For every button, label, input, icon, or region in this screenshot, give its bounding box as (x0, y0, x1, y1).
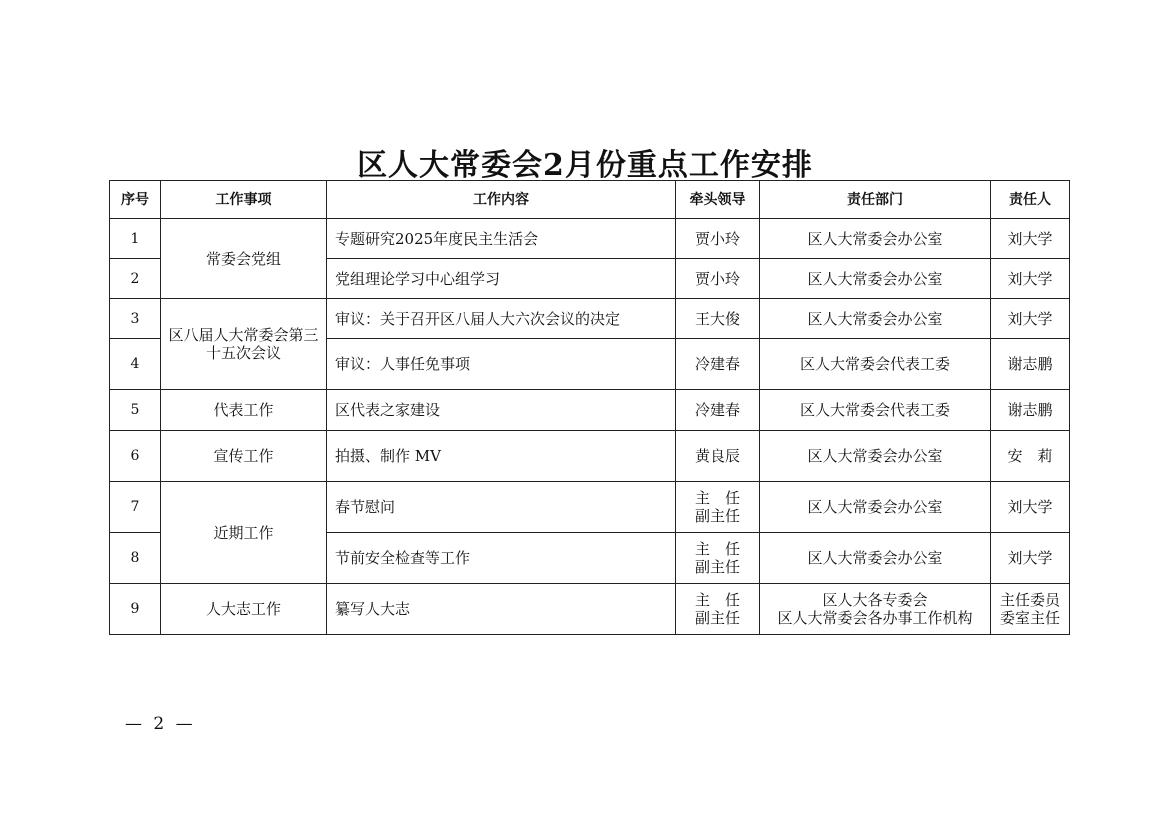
table-row (110, 482, 1070, 533)
document-title: 区人大常委会2月份重点工作安排 (357, 148, 813, 183)
row-content: 专题研究2025年度民主生活会 (327, 219, 676, 259)
row-leader: 贾小玲 (676, 259, 760, 299)
table-row (110, 584, 1070, 635)
row-leader: 主 任 副主任 (676, 482, 760, 533)
header-leader: 牵头领导 (676, 181, 760, 219)
header-person: 责任人 (991, 181, 1070, 219)
row-leader: 贾小玲 (676, 219, 760, 259)
row-dept: 区人大常委会办公室 (760, 431, 991, 482)
row-no: 1 (110, 219, 161, 259)
table-row (110, 390, 1070, 431)
row-content: 区代表之家建设 (327, 390, 676, 431)
row-content: 春节慰问 (327, 482, 676, 533)
row-no: 7 (110, 482, 161, 533)
row-content: 拍摄、制作 MV (327, 431, 676, 482)
row-no: 8 (110, 533, 161, 584)
row-no: 5 (110, 390, 161, 431)
header-dept: 责任部门 (760, 181, 991, 219)
row-no: 6 (110, 431, 161, 482)
row-no: 3 (110, 299, 161, 339)
row-dept: 区人大常委会代表工委 (760, 339, 991, 390)
table-row (110, 431, 1070, 482)
row-leader: 主 任 副主任 (676, 584, 760, 635)
group-cell: 人大志工作 (161, 584, 327, 635)
group-cell: 宣传工作 (161, 431, 327, 482)
row-person: 刘大学 (991, 533, 1070, 584)
header-no: 序号 (110, 181, 161, 219)
row-person: 刘大学 (991, 259, 1070, 299)
row-content: 纂写人大志 (327, 584, 676, 635)
row-content: 节前安全检查等工作 (327, 533, 676, 584)
row-content: 审议：关于召开区八届人大六次会议的决定 (327, 299, 676, 339)
row-person: 谢志鹏 (991, 390, 1070, 431)
row-dept: 区人大常委会办公室 (760, 259, 991, 299)
page-number: — 2 — (125, 714, 196, 734)
row-leader: 冷建春 (676, 390, 760, 431)
header-content: 工作内容 (327, 181, 676, 219)
table-row (110, 299, 1070, 339)
group-cell: 常委会党组 (161, 219, 327, 299)
row-leader: 黄良辰 (676, 431, 760, 482)
table-row (110, 219, 1070, 259)
row-person: 谢志鹏 (991, 339, 1070, 390)
row-no: 9 (110, 584, 161, 635)
row-dept: 区人大常委会办公室 (760, 299, 991, 339)
row-leader: 冷建春 (676, 339, 760, 390)
table-header-row (110, 181, 1070, 219)
group-cell: 区八届人大常委会第三十五次会议 (161, 299, 327, 390)
row-no: 2 (110, 259, 161, 299)
row-dept: 区人大常委会办公室 (760, 482, 991, 533)
row-person: 主任委员 委室主任 (991, 584, 1070, 635)
group-cell: 近期工作 (161, 482, 327, 584)
row-dept: 区人大各专委会 区人大常委会各办事工作机构 (760, 584, 991, 635)
row-person: 安 莉 (991, 431, 1070, 482)
work-plan-table (109, 180, 1070, 635)
group-cell: 代表工作 (161, 390, 327, 431)
row-person: 刘大学 (991, 482, 1070, 533)
row-person: 刘大学 (991, 219, 1070, 259)
row-no: 4 (110, 339, 161, 390)
row-dept: 区人大常委会办公室 (760, 533, 991, 584)
header-item: 工作事项 (161, 181, 327, 219)
row-leader: 主 任 副主任 (676, 533, 760, 584)
row-person: 刘大学 (991, 299, 1070, 339)
row-dept: 区人大常委会代表工委 (760, 390, 991, 431)
row-leader: 王大俊 (676, 299, 760, 339)
row-dept: 区人大常委会办公室 (760, 219, 991, 259)
row-content: 审议：人事任免事项 (327, 339, 676, 390)
row-content: 党组理论学习中心组学习 (327, 259, 676, 299)
